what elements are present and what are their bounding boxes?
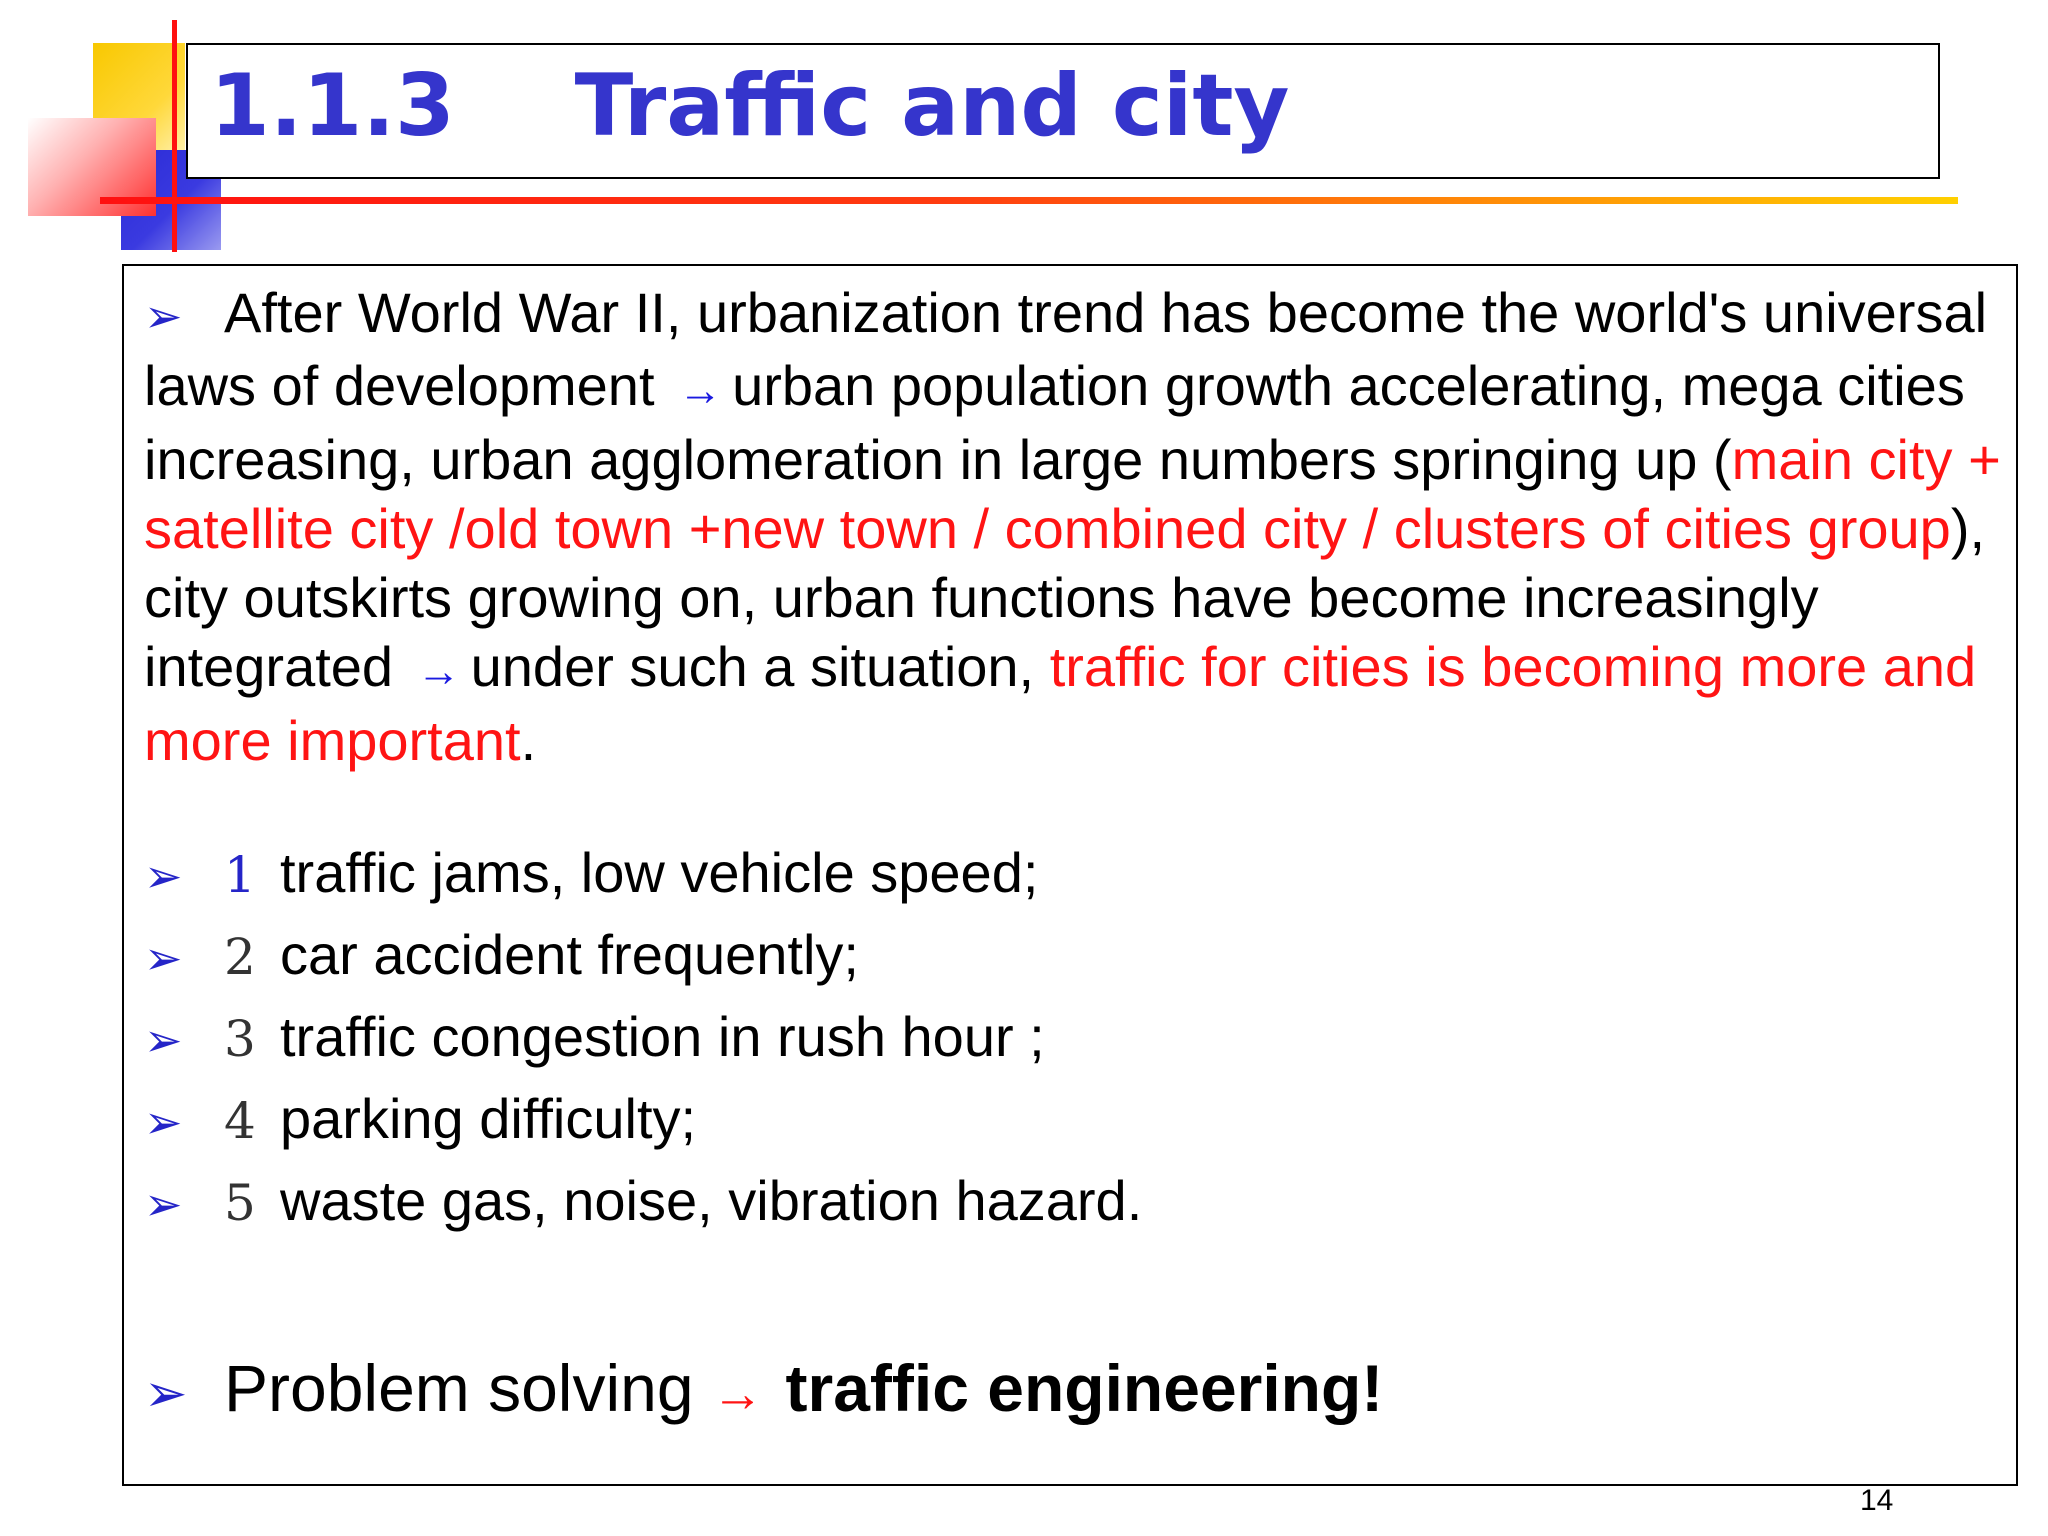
- bullet-arrow-icon: ➢: [144, 1014, 183, 1066]
- item-number: 4: [224, 1092, 256, 1150]
- paragraph-part3: ), city outskirts growing on, urban functions have become increasingly integrated: [144, 497, 1986, 698]
- right-arrow-icon: →: [416, 647, 461, 696]
- list-item: [144, 1166, 1142, 1239]
- conclusion-text: Problem solving: [224, 1351, 694, 1425]
- decor-vertical-line: [172, 20, 177, 252]
- traffic-importance-highlight: traffic for cities is becoming more and more important: [144, 635, 1977, 772]
- city-types-highlight: main city + satellite city /old town +new town / combined city / clusters of cities group: [144, 428, 2001, 560]
- item-number: 2: [224, 928, 256, 986]
- list-item: [144, 838, 1038, 911]
- paragraph-part4: under such a situation,: [470, 635, 1035, 698]
- bullet-arrow-icon: ➢: [144, 850, 183, 902]
- item-text: waste gas, noise, vibration hazard.: [280, 1169, 1143, 1232]
- bullet-arrow-icon: ➢: [144, 932, 183, 984]
- item-text: traffic jams, low vehicle speed;: [280, 841, 1039, 904]
- conclusion-emphasis: traffic engineering!: [785, 1351, 1384, 1425]
- bullet-arrow-icon: ➢: [144, 1096, 183, 1148]
- item-text: parking difficulty;: [280, 1087, 697, 1150]
- list-item: [144, 920, 859, 993]
- right-arrow-icon: →: [678, 366, 723, 415]
- item-text: car accident frequently;: [280, 923, 859, 986]
- item-number: 1: [224, 846, 256, 904]
- content-box: [122, 264, 2018, 1486]
- list-item: [144, 1002, 1045, 1075]
- title-box: [186, 43, 1940, 179]
- item-number: 5: [224, 1174, 256, 1232]
- right-arrow-icon: →: [711, 1365, 764, 1423]
- bullet-arrow-icon: ➢: [144, 290, 183, 342]
- item-text: traffic congestion in rush hour ;: [280, 1005, 1045, 1068]
- slide-title: 1.1.3 Traffic and city: [210, 56, 1290, 156]
- bullet-arrow-icon: ➢: [144, 1178, 183, 1230]
- item-number: 3: [224, 1010, 256, 1068]
- intro-paragraph: [144, 278, 2004, 775]
- conclusion-line: [144, 1348, 1383, 1434]
- paragraph-part2: urban population growth accelerating, mega cities increasing, urban agglomeration in large numbers springing up (: [144, 354, 1965, 491]
- paragraph-end: .: [520, 709, 537, 772]
- decor-horizontal-line: [100, 197, 1958, 204]
- page-number: 14: [1860, 1484, 1894, 1517]
- bullet-arrow-icon: ➢: [144, 1365, 188, 1423]
- paragraph-part1: After World War II, urbanization trend has become the world's universal laws of development: [144, 281, 1988, 417]
- list-item: [144, 1084, 696, 1157]
